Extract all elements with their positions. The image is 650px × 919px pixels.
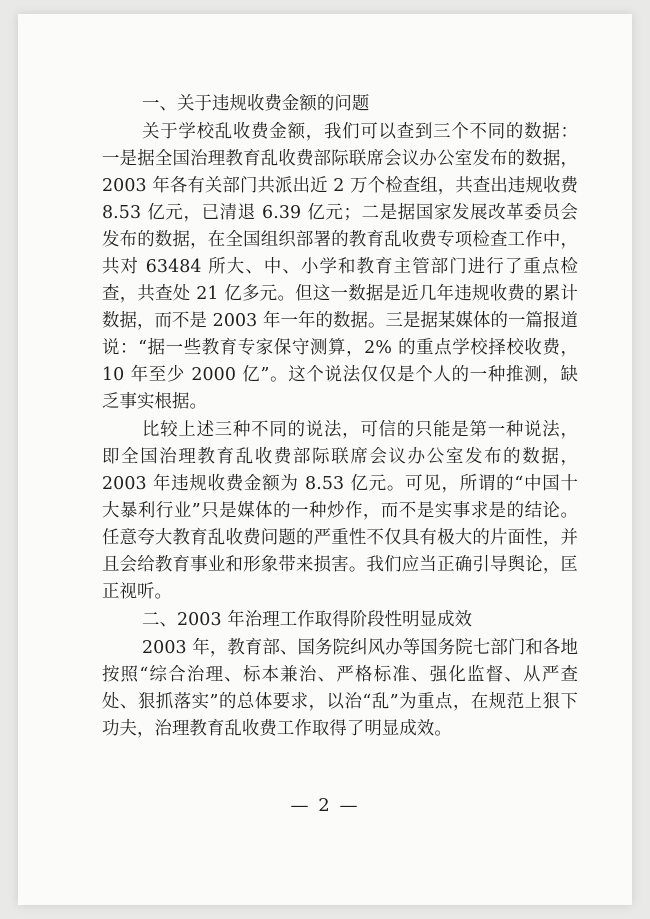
paragraph-1: 关于学校乱收费金额，我们可以查到三个不同的数据：一是据全国治理教育乱收费部际联席会议办公室发布的数据，2003 年各有关部门共派出近 2 万个检查组，共查出违规收费 8.53 亿元，已清退 6.39 亿元；二是据国家发展改革委员会发布的数据，在全国组织部署的教育乱收费专项检查工作中，共对 63484 所大、中、小学和教育主管部门进行了重点检查，共查处 21 亿多元。但这一数据是近几年违规收费的累计数据，而不是 2003 年一年的数据。三是据某媒体的一篇报道说：“据一些教育专家保守测算，2% 的重点学校择校收费，10 年至少 2000 亿”。这个说法仅仅是个人的一种推测，缺乏事实根据。: [102, 122, 578, 412]
document-page: [18, 14, 632, 905]
paragraph-3: 2003 年，教育部、国务院纠风办等国务院七部门和各地按照“综合治理、标本兼治、严格标准、强化监督、从严查处、狠抓落实”的总体要求，以治“乱”为重点，在规范上狠下功夫，治理教育乱收费工作取得了明显成效。: [102, 638, 578, 739]
paragraph-2: 比较上述三种不同的说法，可信的只能是第一种说法，即全国治理教育乱收费部际联席会议办公室发布的数据，2003 年违规收费金额为 8.53 亿元。可见，所谓的“中国十大暴利行业”只是媒体的一种炒作，而不是实事求是的结论。任意夸大教育乱收费问题的严重性不仅具有极大的片面性，并且会给教育事业和形象带来损害。我们应当正确引导舆论，匡正视听。: [102, 420, 578, 602]
page-number: — 2 —: [290, 795, 360, 816]
section-heading-2: 二、2003 年治理工作取得阶段性明显成效: [142, 610, 473, 630]
document-body: [102, 91, 578, 744]
section-heading-1: 一、关于违规收费金额的问题: [142, 94, 370, 114]
